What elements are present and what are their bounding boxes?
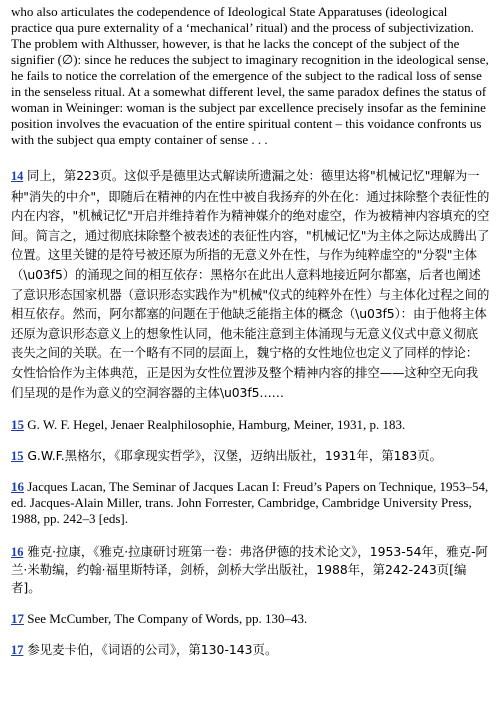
footnote-17-zh (11, 641, 490, 659)
footnote-16-link[interactable]: 16 (11, 479, 24, 495)
footnote-15-link[interactable]: 15 (11, 417, 24, 433)
intro-paragraph: who also articulates the codependence of Ideological State Apparatuses (ideological practice qua pure externality of a ‘mechanical’ ritual) and the process of subjectivization. The problem with Althusser, however, is that he lacks the concept of the subject of the signifier (∅): since he reduces the subject to imaginary recognition in the ideological sense, he fails to notice the correlation of the emergence of the subject to the radical loss of sense in the senseless ritual. At a somewhat different level, the same paradox defines the status of woman in Weininger: woman is the subject par excellence precisely insofar as the feminine position involves the evacuation of the entire spiritual content – this voidance confronts us with the subject qua empty container of sense . . . (11, 4, 489, 147)
footnote-14-text: 同上，第223页。这似乎是德里达式解读所遗漏之处：德里达将"机械记忆"理解为一种"消失的中介"，即随后在精神的内在性中被自我扬弃的外在化：通过抹除整个表征性的内在内容，"机械记忆"开启并维持着作为精神媒介的绝对虚空，作为被精神内容填充的空间。简言之，通过彻底抹除整个被表述的表征性内容，"机械记忆"为主体之际达成腾出了位置。这里关键的是符号被还原为所指的无意义外在性，与作为纯粹虚空的"分裂"主体（\u03f5）的涌现之间的相互依存：黑格尔在此出人意料地接近阿尔都塞，后者也阐述了意识形态国家机器（意识形态实践作为"机械"仪式的纯粹外在性）与主体化过程之间的相互依存。然而，阿尔都塞的问题在于他缺乏能指主体的概念（\u03f5）：由于他将主体还原为意识形态意义上的想象性认同，他未能注意到主体涌现与无意义仪式中意义彻底丧失之间的关联。在一个略有不同的层面上，魏宁格的女性地位也定义了同样的悖论：女性恰恰作为主体典范，正是因为女性位置涉及整个精神内容的排空——这种空无向我们呈现的是作为意义的空洞容器的主体\u03f5…… (11, 168, 490, 400)
footnote-15-en (11, 417, 490, 433)
footnote-15-zh-link[interactable]: 15 (11, 449, 24, 464)
footnote-17-link[interactable]: 17 (11, 611, 24, 627)
footnote-16-en-text: Jacques Lacan, The Seminar of Jacques Lacan I: Freud’s Papers on Technique, 1953–54, ed. Jacques-Alain Miller, trans. John Forrester, Cambridge, Cambridge University Press, 1988, pp. 242–3 [eds]. (11, 479, 489, 527)
footnote-14-zh (11, 166, 490, 402)
footnote-16-zh-text: 雅克·拉康，《雅克·拉康研讨班第一卷：弗洛伊德的技术论文》，1953-54年，雅克-阿兰·米勒编，约翰·福里斯特译，剑桥，剑桥大学出版社，1988年，第242-243页[编者]。 (11, 544, 488, 596)
footnote-15-zh (11, 447, 490, 465)
footnote-14-link[interactable]: 14 (11, 169, 24, 183)
footnote-16-zh (11, 543, 490, 597)
footnote-16-en (11, 479, 490, 527)
footnote-15-en-text: G. W. F. Hegel, Jenaer Realphilosophie, Hamburg, Meiner, 1931, p. 183. (24, 417, 406, 433)
footnote-17-zh-text: 参见麦卡伯，《词语的公司》，第130-143页。 (23, 642, 278, 658)
footnote-16-zh-link[interactable]: 16 (11, 545, 24, 560)
footnote-17-en-text: See McCumber, The Company of Words, pp. 130–43. (24, 611, 308, 627)
footnote-15-zh-text: G.W.F.黑格尔，《耶拿现实哲学》，汉堡，迈纳出版社，1931年，第183页。 (23, 448, 443, 464)
footnote-17-zh-link[interactable]: 17 (11, 643, 24, 658)
footnote-17-en (11, 611, 490, 627)
